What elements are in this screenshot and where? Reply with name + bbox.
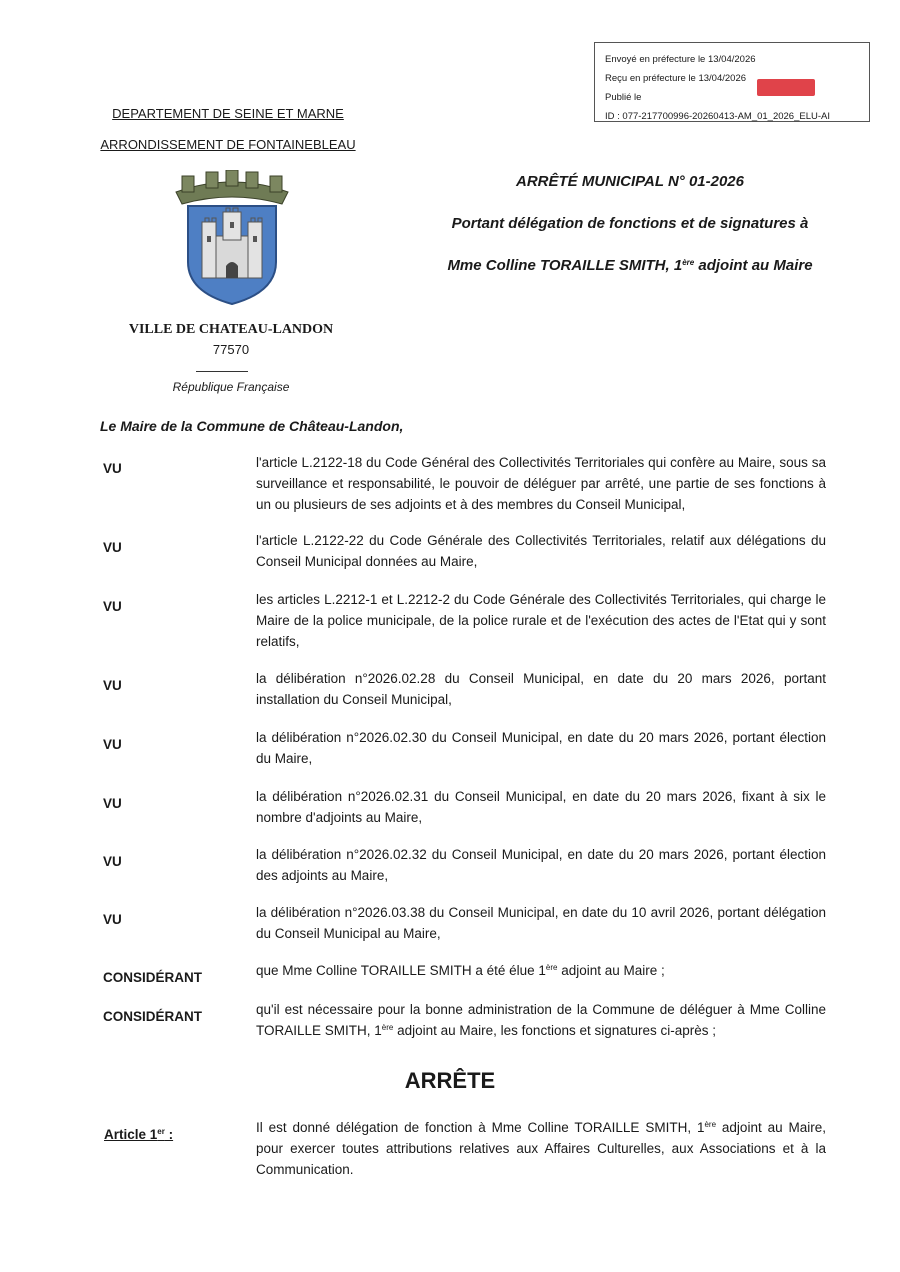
intro-maire: Le Maire de la Commune de Château-Landon,	[100, 418, 404, 434]
vu-label: VU	[103, 737, 122, 752]
ville: VILLE DE CHATEAU-LANDON	[128, 322, 334, 337]
departement: DEPARTEMENT DE SEINE ET MARNE	[112, 106, 344, 121]
stamp-publie: Publié le	[605, 92, 642, 103]
stamp-recu: Reçu en préfecture le 13/04/2026	[605, 73, 747, 84]
coat-of-arms-icon	[170, 170, 294, 306]
vu-label: VU	[103, 461, 122, 476]
vu-label: VU	[103, 854, 122, 869]
stamp-id: ID : 077-217700996-20260413-AM_01_2026_ELU-AI	[605, 111, 830, 122]
vu-text: l'article L.2122-22 du Code Générale des Collectivités Territoriales, relatif aux délégations du Conseil Municipal données au Maire,	[256, 533, 826, 569]
vu-text: la délibération n°2026.03.38 du Conseil Municipal, en date du 10 avril 2026, portant délégation du Conseil Municipal au Maire,	[256, 905, 826, 941]
vu-label: VU	[103, 678, 122, 693]
considerant-label: CONSIDÉRANT	[103, 970, 203, 985]
arrete-heading: ARRÊTE	[404, 1068, 496, 1093]
prefecture-stamp	[594, 42, 870, 122]
republique: République Française	[172, 380, 290, 394]
vu-text: la délibération n°2026.02.30 du Conseil Municipal, en date du 20 mars 2026, portant élection du Maire,	[256, 730, 826, 766]
considerant-label: CONSIDÉRANT	[103, 1009, 203, 1024]
portant-line: Portant délégation de fonctions et de signatures à	[451, 215, 809, 232]
vu-label: VU	[103, 540, 122, 555]
vu-text: la délibération n°2026.02.32 du Conseil Municipal, en date du 20 mars 2026, portant élection des adjoints au Maire,	[256, 847, 826, 883]
separator	[196, 371, 248, 372]
vu-text: l'article L.2122-18 du Code Général des Collectivités Territoriales qui confère au Maire, sous sa surveillance et responsabilité, le pouvoir de déléguer par arrêté, une partie de ses fonctions à un ou plusieurs de ses adjoints et à des membres du Conseil Municipal,	[256, 455, 826, 512]
considerant-text: que Mme Colline TORAILLE SMITH a été élue 1ère adjoint au Maire ;	[256, 963, 665, 978]
vu-label: VU	[103, 599, 122, 614]
vu-text: les articles L.2212-1 et L.2212-2 du Code Générale des Collectivités Territoriales, qui charge le Maire de la police municipale, de la police rurale et de l'exécution des actes de l'Etat qui y sont relatifs,	[256, 592, 826, 649]
article-1-label: Article 1er :	[104, 1127, 174, 1142]
vu-text: la délibération n°2026.02.31 du Conseil Municipal, en date du 20 mars 2026, fixant à six le nombre d'adjoints au Maire,	[256, 789, 826, 825]
vu-label: VU	[103, 912, 122, 927]
arrondissement: ARRONDISSEMENT DE FONTAINEBLEAU	[100, 137, 356, 152]
arrete-number: ARRÊTÉ MUNICIPAL N° 01-2026	[516, 173, 744, 190]
vu-label: VU	[103, 796, 122, 811]
delegate-name: Mme Colline TORAILLE SMITH, 1ère adjoint au Maire	[447, 257, 813, 274]
berger-levrault-logo	[757, 79, 815, 96]
vu-text: la délibération n°2026.02.28 du Conseil Municipal, en date du 20 mars 2026, portant installation du Conseil Municipal,	[256, 671, 826, 707]
stamp-envoye: Envoyé en préfecture le 13/04/2026	[605, 54, 756, 65]
code-postal: 77570	[212, 342, 250, 357]
article-1-text: Il est donné délégation de fonction à Mme Colline TORAILLE SMITH, 1ère adjoint au Maire, pour exercer toutes attributions relatives aux Affaires Culturelles, aux Associations et à la Communication.	[256, 1120, 826, 1177]
considerant-text: qu'il est nécessaire pour la bonne administration de la Commune de déléguer à Mme Colline TORAILLE SMITH, 1ère adjoint au Maire, les fonctions et signatures ci-après ;	[256, 1002, 826, 1038]
